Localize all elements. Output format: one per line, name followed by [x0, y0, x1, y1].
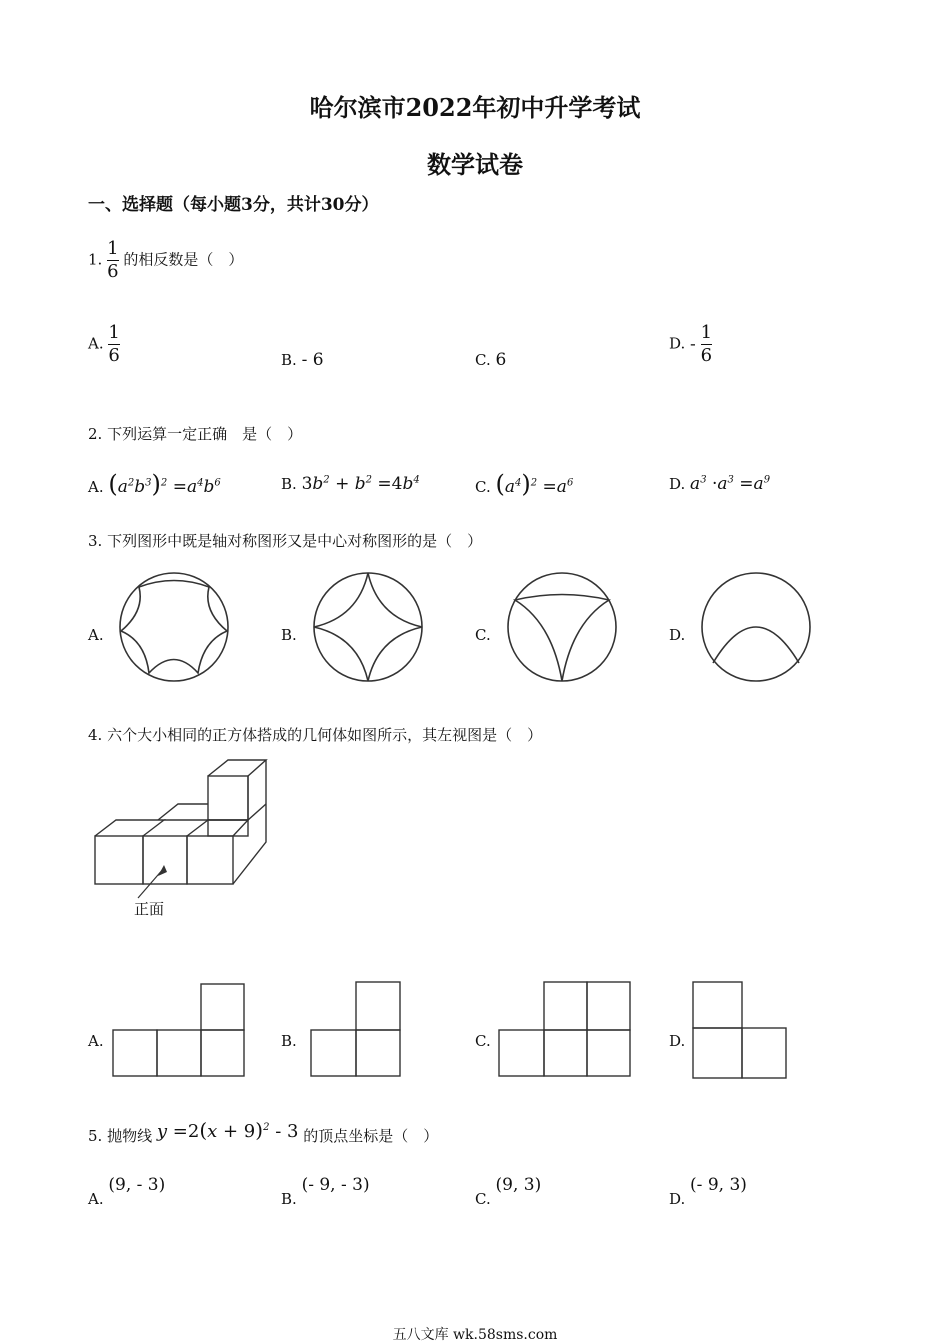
q2-option-d: D. $a^3 \cdot a^3 =a^9$ [669, 474, 771, 494]
q1-option-a: A. $\frac{1}{6}$ [88, 322, 120, 366]
q4-view-b [310, 981, 402, 1079]
question-4: 4. 六个大小相同的正方体搭成的几何体如图所示，其左视图是（ ） [88, 726, 543, 744]
q5-option-b: B. (- 9, - 3) [281, 1175, 370, 1208]
section-heading: 一、选择题（每小题3分，共计30分） [88, 195, 379, 215]
q2-option-c: C. $(a^4)^2 =a^6$ [475, 470, 574, 498]
q5-option-c: C. (9, 3) [475, 1175, 542, 1208]
exam-title: 哈尔滨市2022年初中升学考试 [309, 93, 641, 122]
footer-watermark: 五八文库 wk.58sms.com [392, 1327, 558, 1343]
q4-view-c [498, 981, 632, 1079]
q4-label-b: B. [281, 1032, 297, 1050]
question-2: 2. 下列运算一定正确 是（ ） [88, 425, 303, 443]
q4-view-d [692, 981, 788, 1079]
q3-figure-b [312, 571, 424, 683]
q2-option-b: B. $3b^2 + b^2 =4b^4$ [281, 474, 420, 494]
question-number: 1. [88, 250, 103, 269]
q4-label-c: C. [475, 1032, 491, 1050]
question-3: 3. 下列图形中既是轴对称图形又是中心对称图形的是（ ） [88, 532, 483, 550]
q3-figure-a [118, 571, 230, 683]
fraction: $\frac{1}{6}$ [107, 238, 119, 282]
q4-label-a: A. [88, 1032, 104, 1050]
q2-option-a: A. $(a^2b^3)^2 =a^4b^6$ [88, 470, 221, 498]
question-text: 的相反数是（ ） [123, 250, 244, 269]
question-5: 5. 抛物线 $y =2(x + 9)^2 - 3$ 的顶点坐标是（ ） [88, 1118, 439, 1145]
q5-option-d: D. (- 9, 3) [669, 1175, 747, 1208]
q1-option-d: D. - $\frac{1}{6}$ [669, 322, 713, 366]
q3-label-c: C. [475, 626, 491, 644]
q3-label-a: A. [88, 626, 104, 644]
q1-option-c: C. 6 [475, 350, 507, 370]
q3-figure-d [700, 571, 812, 683]
q3-label-b: B. [281, 626, 297, 644]
q4-view-a [112, 983, 246, 1079]
question-1 [88, 238, 243, 283]
exam-subtitle: 数学试卷 [427, 150, 523, 179]
q4-label-d: D. [669, 1032, 686, 1050]
q1-option-b: B. - 6 [281, 350, 324, 370]
q3-figure-c [506, 571, 618, 683]
front-label: 正面 [134, 900, 165, 918]
q3-label-d: D. [669, 626, 686, 644]
q5-option-a: A. (9, - 3) [88, 1175, 166, 1208]
q4-solid-figure [88, 752, 288, 922]
